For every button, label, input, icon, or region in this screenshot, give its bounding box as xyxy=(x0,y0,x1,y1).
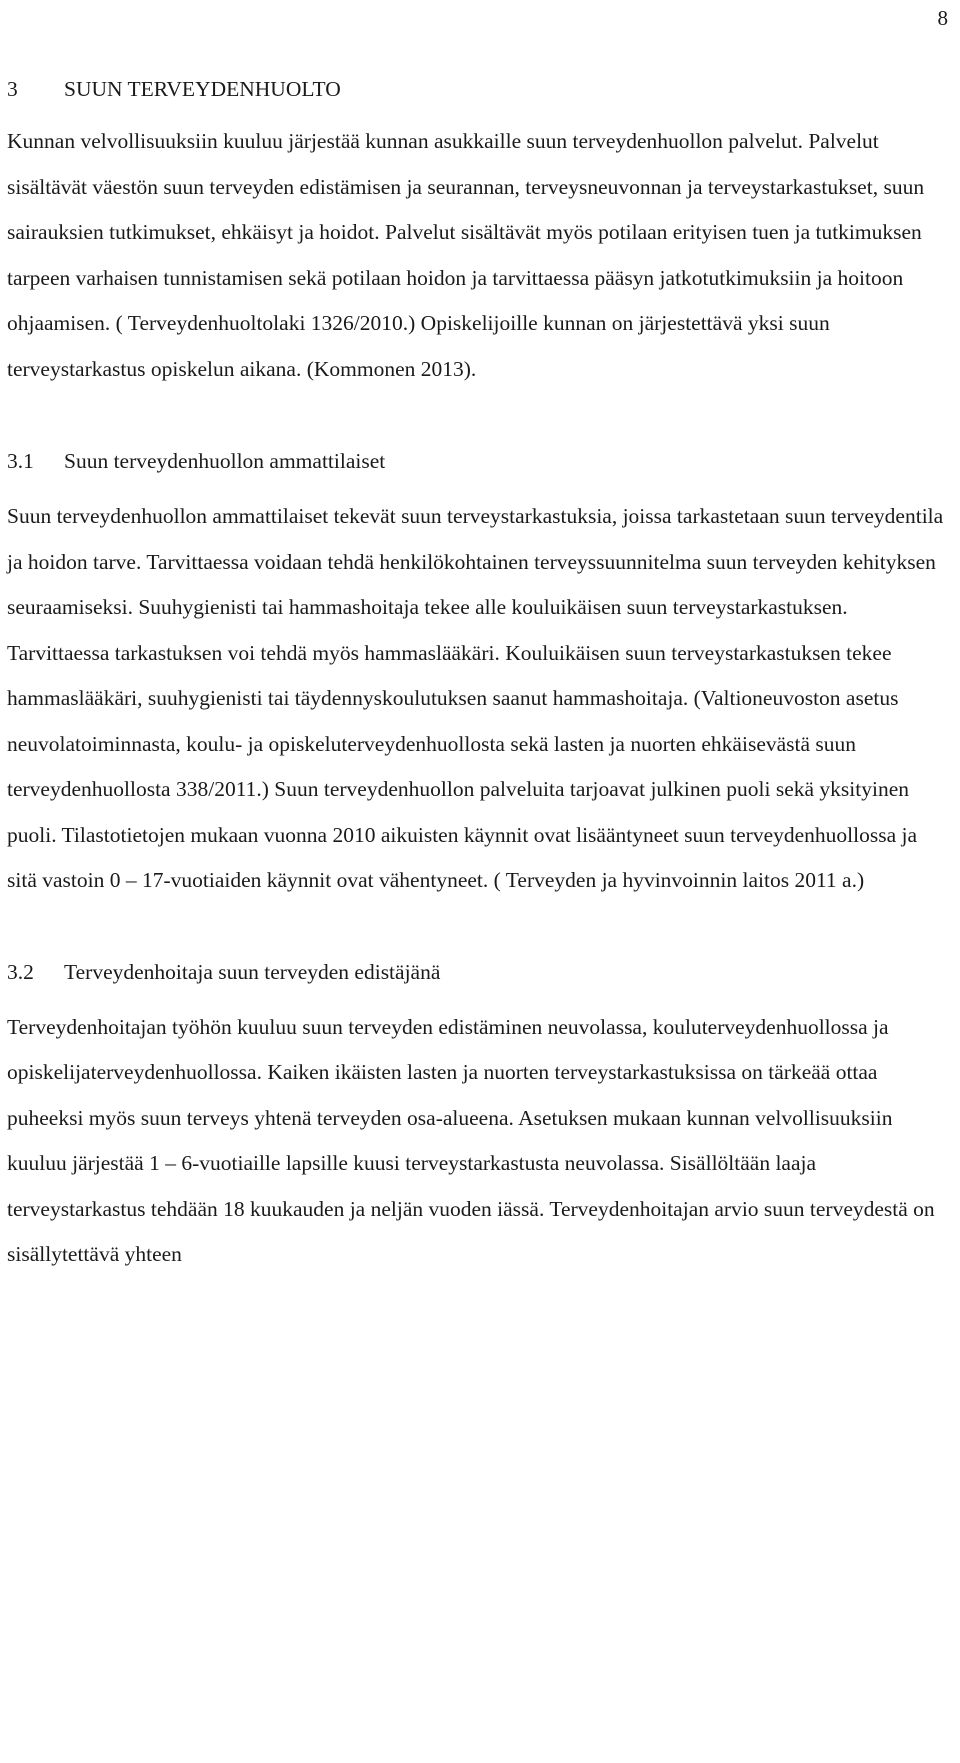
subsection-heading-3-1 xyxy=(7,438,951,484)
subsection-title: Terveydenhoitaja suun terveyden edistäjänä xyxy=(64,959,441,984)
document-body xyxy=(7,66,951,1278)
subsection-number: 3.1 xyxy=(7,449,34,473)
subsection-heading-3-2 xyxy=(7,949,951,995)
section-heading xyxy=(7,66,951,112)
section-paragraph: Kunnan velvollisuuksiin kuuluu järjestää kunnan asukkaille suun terveydenhuollon palvelut. Palvelut sisältävät väestön suun terveyden edistämisen ja seurannan, terveysneuvonnan ja terveystarkastukset, suun sairauksien tutkimukset, ehkäisyt ja hoidot. Palvelut sisältävät myös potilaan erityisen tuen ja tutkimuksen tarpeen varhaisen tunnistamisen sekä potilaan hoidon ja tarvittaessa pääsyn jatkotutkimuksiin ja hoitoon ohjaamisen. ( Terveydenhuoltolaki 1326/2010.) Opiskelijoille kunnan on järjestettävä yksi suun terveystarkastus opiskelun aikana. (Kommonen 2013). xyxy=(7,129,925,381)
subsection-number: 3.2 xyxy=(7,959,34,984)
section-number: 3 xyxy=(7,77,18,101)
subsection-title: Suun terveydenhuollon ammattilaiset xyxy=(64,449,386,473)
section-title: SUUN TERVEYDENHUOLTO xyxy=(64,77,341,101)
page-number: 8 xyxy=(937,6,948,30)
subsection-paragraph-3-1: Suun terveydenhuollon ammattilaiset tekevät suun terveystarkastuksia, joissa tarkastetaan suun terveydentila ja hoidon tarve. Tarvittaessa voidaan tehdä henkilökohtainen terveyssuunnitelma suun terveyden kehityksen seuraamiseksi. Suuhygienisti tai hammashoitaja tekee alle kouluikäisen suun terveystarkastuksen. Tarvittaessa tarkastuksen voi tehdä myös hammaslääkäri. Kouluikäisen suun terveystarkastuksen tekee hammaslääkäri, suuhygienisti tai täydennyskoulutuksen saanut hammashoitaja. (Valtioneuvoston asetus neuvolatoiminnasta, koulu- ja opiskeluterveydenhuollosta sekä lasten ja nuorten ehkäisevästä suun terveydenhuollosta 338/2011.) Suun terveydenhuollon palveluita tarjoavat julkinen puoli sekä yksityinen puoli. Tilastotietojen mukaan vuonna 2010 aikuisten käynnit ovat lisääntyneet suun terveydenhuollossa ja sitä vastoin 0 – 17-vuotiaiden käynnit ovat vähentyneet. ( Terveyden ja hyvinvoinnin laitos 2011 a.) xyxy=(7,504,944,892)
subsection-paragraph-3-2: Terveydenhoitajan työhön kuuluu suun terveyden edistäminen neuvolassa, kouluterveydenhuollossa ja opiskelijaterveydenhuollossa. Kaiken ikäisten lasten ja nuorten terveystarkastuksissa on tärkeää ottaa puheeksi myös suun terveys yhtenä terveyden osa-alueena. Asetuksen mukaan kunnan velvollisuuksiin kuuluu järjestää 1 – 6-vuotiaille lapsille kuusi terveystarkastusta neuvolassa. Sisällöltään laaja terveystarkastus tehdään 18 kuukauden ja neljän vuoden iässä. Terveydenhoitajan arvio suun terveydestä on sisällytettävä yhteen xyxy=(7,1014,935,1266)
